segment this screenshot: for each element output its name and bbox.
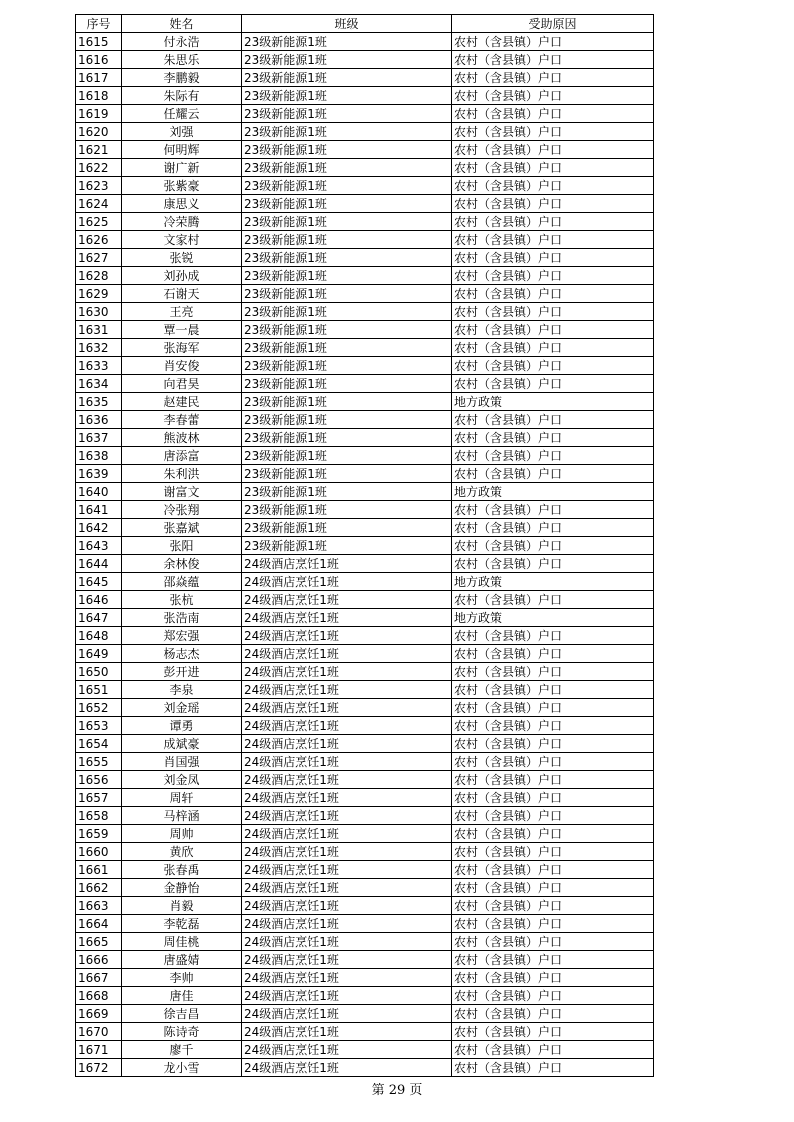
seq-cell: 1669 — [76, 1005, 122, 1023]
table-row — [76, 519, 654, 537]
reason-cell: 农村（含县镇）户口 — [452, 771, 654, 789]
reason-cell: 农村（含县镇）户口 — [452, 105, 654, 123]
name-cell: 刘金凤 — [122, 771, 242, 789]
name-cell: 赵建民 — [122, 393, 242, 411]
table-row — [76, 141, 654, 159]
reason-cell: 农村（含县镇）户口 — [452, 303, 654, 321]
name-cell: 徐吉昌 — [122, 1005, 242, 1023]
reason-cell: 农村（含县镇）户口 — [452, 465, 654, 483]
name-cell: 邵焱蕴 — [122, 573, 242, 591]
seq-cell: 1666 — [76, 951, 122, 969]
reason-cell: 农村（含县镇）户口 — [452, 879, 654, 897]
seq-cell: 1667 — [76, 969, 122, 987]
header-seq: 序号 — [76, 15, 122, 33]
class-cell: 24级酒店烹饪1班 — [242, 627, 452, 645]
name-cell: 李帅 — [122, 969, 242, 987]
seq-cell: 1627 — [76, 249, 122, 267]
table-row — [76, 303, 654, 321]
reason-cell: 农村（含县镇）户口 — [452, 591, 654, 609]
table-row — [76, 231, 654, 249]
name-cell: 刘金瑶 — [122, 699, 242, 717]
class-cell: 24级酒店烹饪1班 — [242, 771, 452, 789]
table-row — [76, 339, 654, 357]
class-cell: 24级酒店烹饪1班 — [242, 609, 452, 627]
table-row — [76, 213, 654, 231]
reason-cell: 农村（含县镇）户口 — [452, 87, 654, 105]
table-row — [76, 843, 654, 861]
table-row — [76, 591, 654, 609]
seq-cell: 1646 — [76, 591, 122, 609]
seq-cell: 1637 — [76, 429, 122, 447]
name-cell: 张阳 — [122, 537, 242, 555]
name-cell: 郑宏强 — [122, 627, 242, 645]
reason-cell: 农村（含县镇）户口 — [452, 735, 654, 753]
seq-cell: 1653 — [76, 717, 122, 735]
table-row — [76, 897, 654, 915]
table-row — [76, 177, 654, 195]
seq-cell: 1615 — [76, 33, 122, 51]
seq-cell: 1670 — [76, 1023, 122, 1041]
reason-cell: 农村（含县镇）户口 — [452, 249, 654, 267]
reason-cell: 农村（含县镇）户口 — [452, 627, 654, 645]
reason-cell: 农村（含县镇）户口 — [452, 915, 654, 933]
page-number: 第 29 页 — [371, 1083, 423, 1098]
reason-cell: 地方政策 — [452, 483, 654, 501]
table-row — [76, 357, 654, 375]
reason-cell: 农村（含县镇）户口 — [452, 159, 654, 177]
reason-cell: 农村（含县镇）户口 — [452, 663, 654, 681]
table-row — [76, 951, 654, 969]
class-cell: 24级酒店烹饪1班 — [242, 1005, 452, 1023]
name-cell: 张锐 — [122, 249, 242, 267]
table-row — [76, 447, 654, 465]
reason-cell: 农村（含县镇）户口 — [452, 555, 654, 573]
reason-cell: 农村（含县镇）户口 — [452, 321, 654, 339]
name-cell: 石谢天 — [122, 285, 242, 303]
seq-cell: 1630 — [76, 303, 122, 321]
header-reason: 受助原因 — [452, 15, 654, 33]
name-cell: 刘强 — [122, 123, 242, 141]
seq-cell: 1654 — [76, 735, 122, 753]
name-cell: 廖千 — [122, 1041, 242, 1059]
reason-cell: 农村（含县镇）户口 — [452, 789, 654, 807]
name-cell: 张浩南 — [122, 609, 242, 627]
seq-cell: 1672 — [76, 1059, 122, 1077]
class-cell: 23级新能源1班 — [242, 105, 452, 123]
name-cell: 唐添富 — [122, 447, 242, 465]
class-cell: 24级酒店烹饪1班 — [242, 1023, 452, 1041]
name-cell: 覃一晨 — [122, 321, 242, 339]
class-cell: 24级酒店烹饪1班 — [242, 1041, 452, 1059]
table-row — [76, 51, 654, 69]
reason-cell: 农村（含县镇）户口 — [452, 195, 654, 213]
reason-cell: 农村（含县镇）户口 — [452, 1023, 654, 1041]
class-cell: 23级新能源1班 — [242, 87, 452, 105]
table-row — [76, 735, 654, 753]
table-row — [76, 879, 654, 897]
table-row — [76, 861, 654, 879]
seq-cell: 1635 — [76, 393, 122, 411]
table-row — [76, 465, 654, 483]
name-cell: 谭勇 — [122, 717, 242, 735]
name-cell: 陈诗奇 — [122, 1023, 242, 1041]
table-row — [76, 285, 654, 303]
seq-cell: 1636 — [76, 411, 122, 429]
reason-cell: 农村（含县镇）户口 — [452, 987, 654, 1005]
table-header-row — [76, 15, 654, 33]
seq-cell: 1664 — [76, 915, 122, 933]
table-row — [76, 267, 654, 285]
reason-cell: 农村（含县镇）户口 — [452, 645, 654, 663]
table-row — [76, 789, 654, 807]
reason-cell: 农村（含县镇）户口 — [452, 1041, 654, 1059]
table-row — [76, 249, 654, 267]
name-cell: 李乾磊 — [122, 915, 242, 933]
table-row — [76, 825, 654, 843]
class-cell: 23级新能源1班 — [242, 339, 452, 357]
reason-cell: 农村（含县镇）户口 — [452, 825, 654, 843]
table-row — [76, 501, 654, 519]
name-cell: 何明辉 — [122, 141, 242, 159]
class-cell: 24级酒店烹饪1班 — [242, 825, 452, 843]
class-cell: 24级酒店烹饪1班 — [242, 645, 452, 663]
class-cell: 23级新能源1班 — [242, 285, 452, 303]
name-cell: 张杭 — [122, 591, 242, 609]
reason-cell: 农村（含县镇）户口 — [452, 897, 654, 915]
seq-cell: 1671 — [76, 1041, 122, 1059]
seq-cell: 1628 — [76, 267, 122, 285]
name-cell: 李泉 — [122, 681, 242, 699]
reason-cell: 农村（含县镇）户口 — [452, 717, 654, 735]
reason-cell: 农村（含县镇）户口 — [452, 933, 654, 951]
seq-cell: 1639 — [76, 465, 122, 483]
class-cell: 24级酒店烹饪1班 — [242, 1059, 452, 1077]
class-cell: 23级新能源1班 — [242, 177, 452, 195]
reason-cell: 农村（含县镇）户口 — [452, 861, 654, 879]
name-cell: 冷张翔 — [122, 501, 242, 519]
table-row — [76, 87, 654, 105]
reason-cell: 农村（含县镇）户口 — [452, 339, 654, 357]
reason-cell: 农村（含县镇）户口 — [452, 447, 654, 465]
class-cell: 23级新能源1班 — [242, 195, 452, 213]
table-row — [76, 681, 654, 699]
table-row — [76, 573, 654, 591]
class-cell: 23级新能源1班 — [242, 249, 452, 267]
class-cell: 23级新能源1班 — [242, 267, 452, 285]
students-aid-table — [75, 14, 654, 1077]
seq-cell: 1643 — [76, 537, 122, 555]
seq-cell: 1656 — [76, 771, 122, 789]
reason-cell: 农村（含县镇）户口 — [452, 69, 654, 87]
table-row — [76, 393, 654, 411]
table-row — [76, 699, 654, 717]
seq-cell: 1659 — [76, 825, 122, 843]
table-row — [76, 411, 654, 429]
table-row — [76, 987, 654, 1005]
name-cell: 黄欣 — [122, 843, 242, 861]
reason-cell: 农村（含县镇）户口 — [452, 681, 654, 699]
name-cell: 向君昊 — [122, 375, 242, 393]
reason-cell: 地方政策 — [452, 609, 654, 627]
class-cell: 23级新能源1班 — [242, 231, 452, 249]
reason-cell: 农村（含县镇）户口 — [452, 843, 654, 861]
table-row — [76, 645, 654, 663]
reason-cell: 农村（含县镇）户口 — [452, 1059, 654, 1077]
name-cell: 唐佳 — [122, 987, 242, 1005]
class-cell: 23级新能源1班 — [242, 411, 452, 429]
table-row — [76, 159, 654, 177]
seq-cell: 1661 — [76, 861, 122, 879]
seq-cell: 1665 — [76, 933, 122, 951]
seq-cell: 1650 — [76, 663, 122, 681]
table-row — [76, 1005, 654, 1023]
reason-cell: 农村（含县镇）户口 — [452, 1005, 654, 1023]
seq-cell: 1660 — [76, 843, 122, 861]
name-cell: 朱思乐 — [122, 51, 242, 69]
reason-cell: 农村（含县镇）户口 — [452, 501, 654, 519]
seq-cell: 1619 — [76, 105, 122, 123]
class-cell: 23级新能源1班 — [242, 537, 452, 555]
name-cell: 李鹏毅 — [122, 69, 242, 87]
seq-cell: 1640 — [76, 483, 122, 501]
name-cell: 周佳桃 — [122, 933, 242, 951]
seq-cell: 1617 — [76, 69, 122, 87]
class-cell: 24级酒店烹饪1班 — [242, 915, 452, 933]
class-cell: 23级新能源1班 — [242, 33, 452, 51]
seq-cell: 1633 — [76, 357, 122, 375]
name-cell: 任耀云 — [122, 105, 242, 123]
seq-cell: 1642 — [76, 519, 122, 537]
class-cell: 24级酒店烹饪1班 — [242, 879, 452, 897]
class-cell: 24级酒店烹饪1班 — [242, 591, 452, 609]
table-row — [76, 717, 654, 735]
class-cell: 24级酒店烹饪1班 — [242, 933, 452, 951]
seq-cell: 1658 — [76, 807, 122, 825]
reason-cell: 农村（含县镇）户口 — [452, 411, 654, 429]
class-cell: 24级酒店烹饪1班 — [242, 573, 452, 591]
name-cell: 周轩 — [122, 789, 242, 807]
class-cell: 23级新能源1班 — [242, 123, 452, 141]
name-cell: 谢富文 — [122, 483, 242, 501]
reason-cell: 农村（含县镇）户口 — [452, 519, 654, 537]
seq-cell: 1638 — [76, 447, 122, 465]
table-row — [76, 537, 654, 555]
name-cell: 文家村 — [122, 231, 242, 249]
name-cell: 张紫豪 — [122, 177, 242, 195]
header-name: 姓名 — [122, 15, 242, 33]
seq-cell: 1647 — [76, 609, 122, 627]
class-cell: 24级酒店烹饪1班 — [242, 663, 452, 681]
reason-cell: 农村（含县镇）户口 — [452, 177, 654, 195]
seq-cell: 1634 — [76, 375, 122, 393]
table-row — [76, 195, 654, 213]
table-row — [76, 555, 654, 573]
class-cell: 24级酒店烹饪1班 — [242, 969, 452, 987]
name-cell: 龙小雪 — [122, 1059, 242, 1077]
seq-cell: 1618 — [76, 87, 122, 105]
class-cell: 24级酒店烹饪1班 — [242, 699, 452, 717]
name-cell: 肖安俊 — [122, 357, 242, 375]
class-cell: 24级酒店烹饪1班 — [242, 807, 452, 825]
class-cell: 23级新能源1班 — [242, 501, 452, 519]
reason-cell: 农村（含县镇）户口 — [452, 51, 654, 69]
seq-cell: 1621 — [76, 141, 122, 159]
table-row — [76, 753, 654, 771]
class-cell: 24级酒店烹饪1班 — [242, 717, 452, 735]
table-row — [76, 1023, 654, 1041]
reason-cell: 农村（含县镇）户口 — [452, 375, 654, 393]
class-cell: 23级新能源1班 — [242, 447, 452, 465]
class-cell: 23级新能源1班 — [242, 393, 452, 411]
seq-cell: 1620 — [76, 123, 122, 141]
table-row — [76, 663, 654, 681]
seq-cell: 1668 — [76, 987, 122, 1005]
seq-cell: 1648 — [76, 627, 122, 645]
table-row — [76, 771, 654, 789]
name-cell: 张春禹 — [122, 861, 242, 879]
name-cell: 金静怡 — [122, 879, 242, 897]
class-cell: 23级新能源1班 — [242, 357, 452, 375]
reason-cell: 农村（含县镇）户口 — [452, 213, 654, 231]
class-cell: 24级酒店烹饪1班 — [242, 789, 452, 807]
seq-cell: 1623 — [76, 177, 122, 195]
table-row — [76, 321, 654, 339]
seq-cell: 1655 — [76, 753, 122, 771]
seq-cell: 1663 — [76, 897, 122, 915]
name-cell: 杨志杰 — [122, 645, 242, 663]
reason-cell: 农村（含县镇）户口 — [452, 33, 654, 51]
name-cell: 付永浩 — [122, 33, 242, 51]
seq-cell: 1652 — [76, 699, 122, 717]
seq-cell: 1641 — [76, 501, 122, 519]
name-cell: 周帅 — [122, 825, 242, 843]
class-cell: 23级新能源1班 — [242, 213, 452, 231]
reason-cell: 地方政策 — [452, 393, 654, 411]
reason-cell: 农村（含县镇）户口 — [452, 123, 654, 141]
name-cell: 刘孙成 — [122, 267, 242, 285]
seq-cell: 1632 — [76, 339, 122, 357]
name-cell: 朱利洪 — [122, 465, 242, 483]
seq-cell: 1626 — [76, 231, 122, 249]
class-cell: 23级新能源1班 — [242, 429, 452, 447]
seq-cell: 1631 — [76, 321, 122, 339]
table-row — [76, 1041, 654, 1059]
class-cell: 23级新能源1班 — [242, 141, 452, 159]
seq-cell: 1616 — [76, 51, 122, 69]
seq-cell: 1622 — [76, 159, 122, 177]
table-row — [76, 609, 654, 627]
class-cell: 24级酒店烹饪1班 — [242, 753, 452, 771]
name-cell: 熊波林 — [122, 429, 242, 447]
class-cell: 23级新能源1班 — [242, 321, 452, 339]
class-cell: 24级酒店烹饪1班 — [242, 951, 452, 969]
class-cell: 24级酒店烹饪1班 — [242, 897, 452, 915]
name-cell: 肖毅 — [122, 897, 242, 915]
table-row — [76, 627, 654, 645]
name-cell: 张嘉斌 — [122, 519, 242, 537]
table-row — [76, 933, 654, 951]
class-cell: 23级新能源1班 — [242, 483, 452, 501]
seq-cell: 1624 — [76, 195, 122, 213]
table-row — [76, 69, 654, 87]
class-cell: 23级新能源1班 — [242, 51, 452, 69]
seq-cell: 1651 — [76, 681, 122, 699]
class-cell: 24级酒店烹饪1班 — [242, 987, 452, 1005]
name-cell: 余林俊 — [122, 555, 242, 573]
class-cell: 23级新能源1班 — [242, 69, 452, 87]
class-cell: 24级酒店烹饪1班 — [242, 735, 452, 753]
reason-cell: 农村（含县镇）户口 — [452, 267, 654, 285]
class-cell: 23级新能源1班 — [242, 519, 452, 537]
table-row — [76, 915, 654, 933]
table-row — [76, 123, 654, 141]
name-cell: 冷荣腾 — [122, 213, 242, 231]
name-cell: 朱际有 — [122, 87, 242, 105]
table-row — [76, 429, 654, 447]
name-cell: 谢广新 — [122, 159, 242, 177]
name-cell: 成斌豪 — [122, 735, 242, 753]
table-row — [76, 375, 654, 393]
reason-cell: 农村（含县镇）户口 — [452, 357, 654, 375]
name-cell: 彭开进 — [122, 663, 242, 681]
class-cell: 24级酒店烹饪1班 — [242, 555, 452, 573]
reason-cell: 农村（含县镇）户口 — [452, 285, 654, 303]
class-cell: 24级酒店烹饪1班 — [242, 861, 452, 879]
reason-cell: 农村（含县镇）户口 — [452, 231, 654, 249]
reason-cell: 农村（含县镇）户口 — [452, 753, 654, 771]
class-cell: 23级新能源1班 — [242, 375, 452, 393]
class-cell: 23级新能源1班 — [242, 159, 452, 177]
name-cell: 王亮 — [122, 303, 242, 321]
name-cell: 康思义 — [122, 195, 242, 213]
class-cell: 23级新能源1班 — [242, 465, 452, 483]
reason-cell: 农村（含县镇）户口 — [452, 699, 654, 717]
seq-cell: 1625 — [76, 213, 122, 231]
name-cell: 李春蕾 — [122, 411, 242, 429]
seq-cell: 1629 — [76, 285, 122, 303]
table-row — [76, 969, 654, 987]
reason-cell: 地方政策 — [452, 573, 654, 591]
reason-cell: 农村（含县镇）户口 — [452, 141, 654, 159]
name-cell: 马梓涵 — [122, 807, 242, 825]
seq-cell: 1662 — [76, 879, 122, 897]
table-row — [76, 807, 654, 825]
reason-cell: 农村（含县镇）户口 — [452, 951, 654, 969]
table-row — [76, 483, 654, 501]
reason-cell: 农村（含县镇）户口 — [452, 429, 654, 447]
table-row — [76, 105, 654, 123]
reason-cell: 农村（含县镇）户口 — [452, 969, 654, 987]
class-cell: 24级酒店烹饪1班 — [242, 681, 452, 699]
class-cell: 23级新能源1班 — [242, 303, 452, 321]
seq-cell: 1657 — [76, 789, 122, 807]
table-row — [76, 1059, 654, 1077]
seq-cell: 1645 — [76, 573, 122, 591]
seq-cell: 1644 — [76, 555, 122, 573]
reason-cell: 农村（含县镇）户口 — [452, 807, 654, 825]
reason-cell: 农村（含县镇）户口 — [452, 537, 654, 555]
seq-cell: 1649 — [76, 645, 122, 663]
name-cell: 肖国强 — [122, 753, 242, 771]
name-cell: 张海军 — [122, 339, 242, 357]
class-cell: 24级酒店烹饪1班 — [242, 843, 452, 861]
name-cell: 唐盛婧 — [122, 951, 242, 969]
header-class: 班级 — [242, 15, 452, 33]
table-row — [76, 33, 654, 51]
